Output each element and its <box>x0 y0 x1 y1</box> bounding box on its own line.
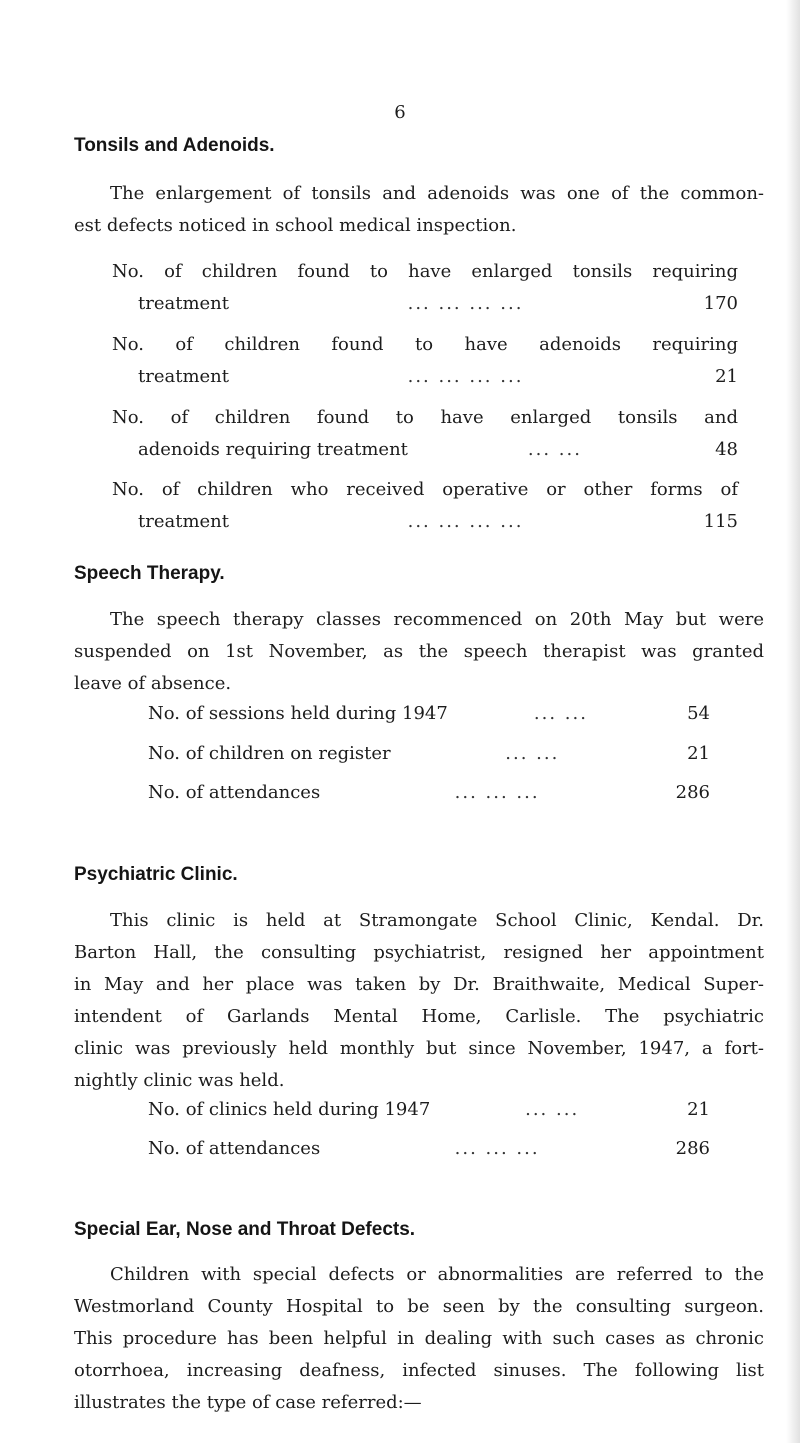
item-label: No. of children found to have enlarged tonsils and <box>112 407 738 428</box>
leader-dots: ... ... ... ... <box>407 366 524 387</box>
item-value: 170 <box>703 293 738 314</box>
paragraph-ent <box>74 1259 764 1419</box>
item-label: No. of children who received operative or other forms of <box>112 479 738 500</box>
item-label-cont: adenoids requiring treatment <box>138 439 408 460</box>
text-line: This clinic is held at Stramongate School Clinic, Kendal. Dr. <box>110 910 764 931</box>
heading-psychiatric-clinic: Psychiatric Clinic. <box>74 864 238 885</box>
tonsils-item-1 <box>112 256 738 320</box>
heading-tonsils: Tonsils and Adenoids. <box>74 135 275 156</box>
speech-row <box>148 777 710 809</box>
item-label-cont: treatment <box>138 511 230 532</box>
text-line: leave of absence. <box>74 673 232 694</box>
text-line: intendent of Garlands Mental Home, Carlisle. The psychiatric <box>74 1006 764 1027</box>
leader-dots: ... ... ... ... <box>407 511 524 532</box>
leader-dots: ... ... ... <box>454 782 540 803</box>
tonsils-item-2 <box>112 329 738 393</box>
item-label: No. of children found to have enlarged tonsils requiring <box>112 261 738 282</box>
speech-row <box>148 738 710 770</box>
text-line: Children with special defects or abnormalities are referred to the <box>110 1264 764 1285</box>
speech-row <box>148 698 710 730</box>
leader-dots: ... ... ... <box>454 1138 540 1159</box>
row-value: 286 <box>675 1138 710 1159</box>
text-line: otorrhoea, increasing deafness, infected sinuses. The following list <box>74 1360 764 1381</box>
leader-dots: ... ... <box>505 743 560 764</box>
text-line: The speech therapy classes recommenced on 20th May but were <box>110 609 764 630</box>
text-line: illustrates the type of case referred:— <box>74 1392 422 1413</box>
row-label: No. of clinics held during 1947 <box>148 1099 431 1120</box>
heading-ent-defects: Special Ear, Nose and Throat Defects. <box>74 1219 416 1240</box>
heading-speech-therapy: Speech Therapy. <box>74 563 225 584</box>
text-line: Westmorland County Hospital to be seen by the consulting surgeon. <box>74 1296 764 1317</box>
page-number: 6 <box>394 102 406 123</box>
item-value: 48 <box>715 439 738 460</box>
tonsils-item-4 <box>112 474 738 538</box>
paragraph-psychiatric <box>74 905 764 1097</box>
item-label: No. of children found to have adenoids requiring <box>112 334 738 355</box>
text-line: This procedure has been helpful in dealing with such cases as chronic <box>74 1328 764 1349</box>
row-label: No. of attendances <box>148 782 321 803</box>
row-label: No. of sessions held during 1947 <box>148 703 448 724</box>
tonsils-item-3 <box>112 402 738 466</box>
text-line: The enlargement of tonsils and adenoids was one of the common- <box>110 183 764 204</box>
leader-dots: ... ... <box>527 439 582 460</box>
row-value: 54 <box>687 703 710 724</box>
text-line: Barton Hall, the consulting psychiatrist, resigned her appointment <box>74 942 764 963</box>
row-value: 21 <box>687 1099 710 1120</box>
text-line: est defects noticed in school medical inspection. <box>74 215 517 236</box>
text-line: nightly clinic was held. <box>74 1070 285 1091</box>
text-line: in May and her place was taken by Dr. Braithwaite, Medical Super- <box>74 974 764 995</box>
leader-dots: ... ... <box>525 1099 580 1120</box>
row-value: 21 <box>687 743 710 764</box>
row-value: 286 <box>675 782 710 803</box>
leader-dots: ... ... ... ... <box>407 293 524 314</box>
paragraph-speech <box>74 604 764 700</box>
psychiatric-row <box>148 1133 710 1165</box>
text-line: clinic was previously held monthly but since November, 1947, a fort- <box>74 1038 764 1059</box>
item-value: 115 <box>703 511 738 532</box>
item-label-cont: treatment <box>138 293 230 314</box>
page-edge-shadow <box>786 0 800 1443</box>
item-label-cont: treatment <box>138 366 230 387</box>
paragraph-tonsils <box>74 178 764 242</box>
item-value: 21 <box>715 366 738 387</box>
psychiatric-row <box>148 1094 710 1126</box>
row-label: No. of attendances <box>148 1138 321 1159</box>
text-line: suspended on 1st November, as the speech therapist was granted <box>74 641 764 662</box>
leader-dots: ... ... <box>533 703 588 724</box>
row-label: No. of children on register <box>148 743 391 764</box>
